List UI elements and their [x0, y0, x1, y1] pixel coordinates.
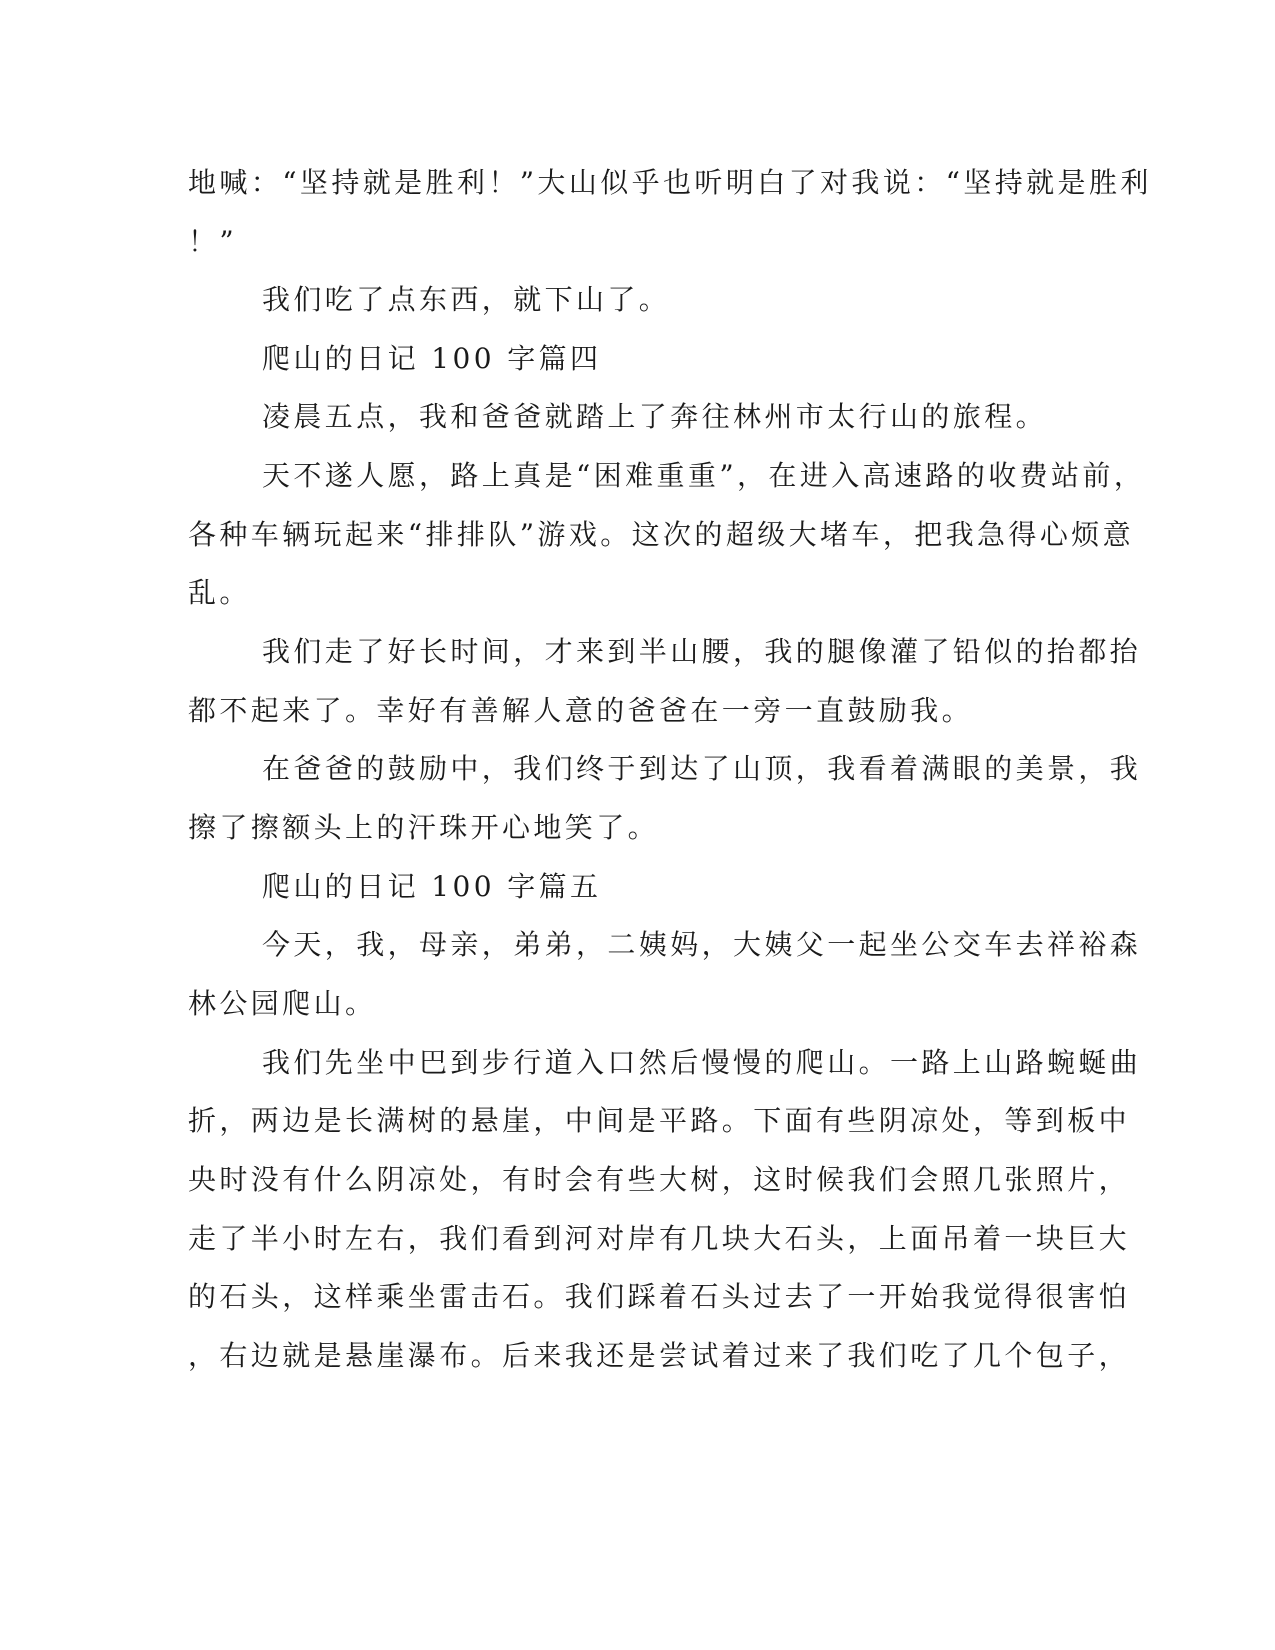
text-line: 我们先坐中巴到步行道入口然后慢慢的爬山。一路上山路蜿蜒曲 [262, 1046, 1142, 1079]
text-line: 地喊：“坚持就是胜利！”大山似乎也听明白了对我说：“坚持就是胜利 [188, 166, 1152, 199]
text-line: 我们吃了点东西，就下山了。 [262, 283, 671, 316]
section-heading: 爬山的日记 100 字篇五 [262, 870, 602, 903]
text-line: 凌晨五点，我和爸爸就踏上了奔往林州市太行山的旅程。 [262, 400, 1048, 433]
text-line: 天不遂人愿，路上真是“困难重重”，在进入高速路的收费站前， [262, 459, 1146, 492]
text-line: ！” [188, 225, 238, 258]
text-line: 林公园爬山。 [188, 987, 377, 1020]
text-line: 都不起来了。幸好有善解人意的爸爸在一旁一直鼓励我。 [188, 694, 974, 727]
text-line: 各种车辆玩起来“排排队”游戏。这次的超级大堵车，把我急得心烦意 [188, 518, 1135, 551]
text-line: 折，两边是长满树的悬崖，中间是平路。下面有些阴凉处，等到板中 [188, 1104, 1131, 1137]
text-line: 在爸爸的鼓励中，我们终于到达了山顶，我看着满眼的美景，我 [262, 752, 1142, 785]
text-line: 走了半小时左右，我们看到河对岸有几块大石头，上面吊着一块巨大 [188, 1222, 1131, 1255]
text-line: 我们走了好长时间，才来到半山腰，我的腿像灌了铅似的抬都抬 [262, 635, 1142, 668]
text-line: 的石头，这样乘坐雷击石。我们踩着石头过去了一开始我觉得很害怕 [188, 1280, 1131, 1313]
text-line: 今天，我，母亲，弟弟，二姨妈，大姨父一起坐公交车去祥裕森 [262, 928, 1142, 961]
text-line: 央时没有什么阴凉处，有时会有些大树，这时候我们会照几张照片， [188, 1163, 1131, 1196]
text-line: 擦了擦额头上的汗珠开心地笑了。 [188, 811, 660, 844]
text-line: 乱。 [188, 576, 251, 609]
text-line: ，右边就是悬崖瀑布。后来我还是尝试着过来了我们吃了几个包子， [188, 1339, 1131, 1372]
section-heading: 爬山的日记 100 字篇四 [262, 342, 602, 375]
